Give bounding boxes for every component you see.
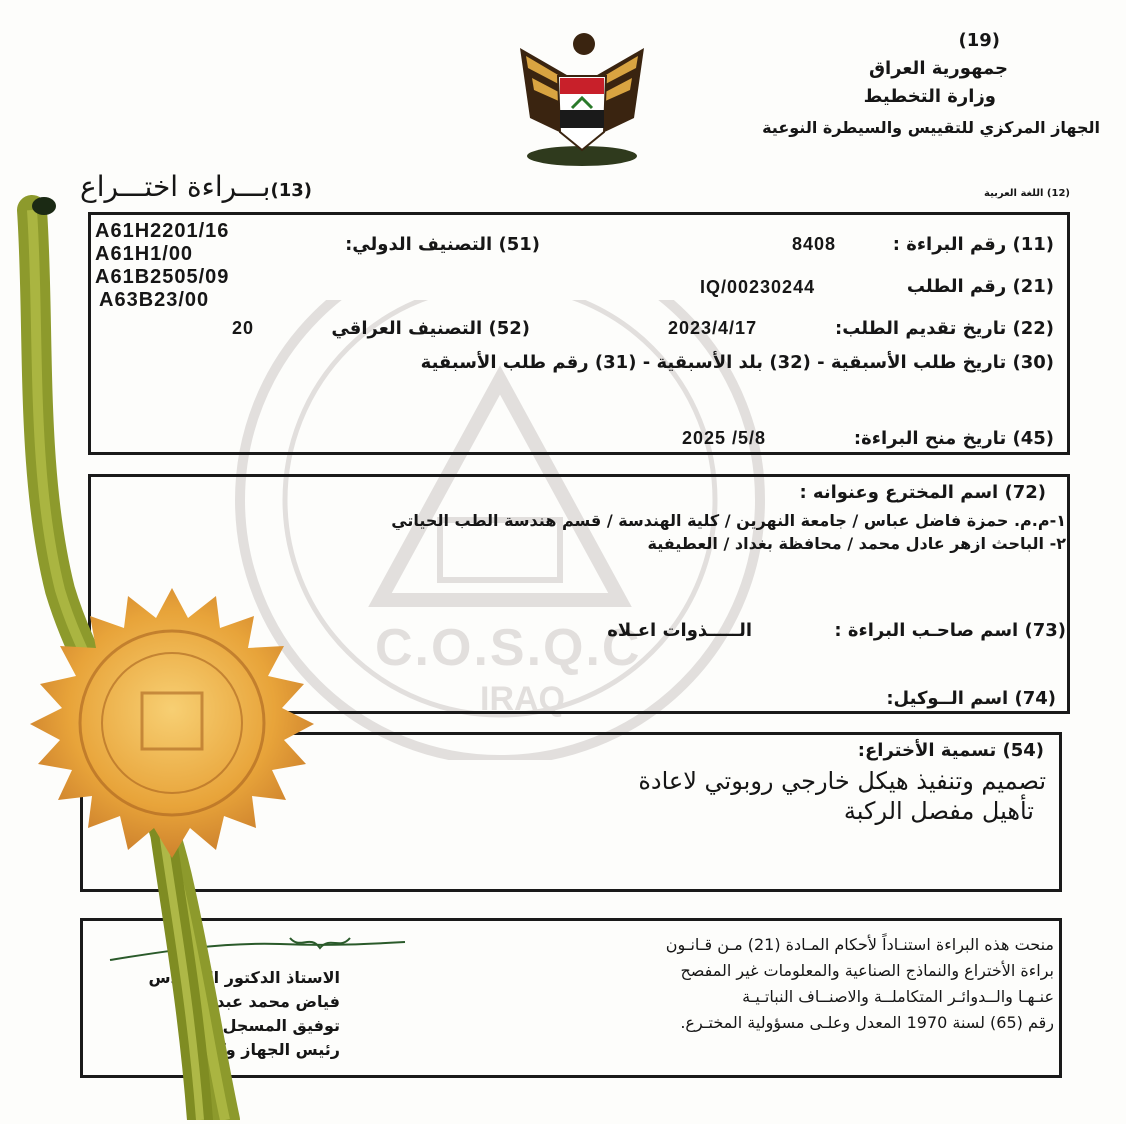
grant-date-value: 2025 /5/8	[682, 428, 767, 448]
filing-date-value: 2023/4/17	[668, 318, 758, 338]
grant-text	[666, 932, 1054, 1036]
filing-date-label: (22) تاريخ تقديم الطلب:	[835, 318, 1054, 339]
eagle-emblem-icon	[512, 28, 652, 168]
ipc-code: A63B23/00	[99, 289, 210, 311]
signature-office: رئيس الجهاز وكالة	[194, 1040, 340, 1059]
application-number-label: (21) رقم الطلب	[906, 276, 1054, 297]
patent-owner-value: الـــــذوات اعـلاه	[607, 620, 752, 641]
iraqi-classification-label: (52) التصنيف العراقي	[331, 318, 530, 339]
signature-title: الاستاذ الدكتور المهندس	[148, 968, 340, 987]
invention-title-label: (54) تسمية الأختراع:	[857, 740, 1044, 761]
grant-text-line: عنـهـا والــدوائـر المتكاملــة والاصنــاف النباتـيـة	[742, 987, 1054, 1006]
inventors-label: (72) اسم المخترع وعنوانه :	[799, 482, 1046, 503]
ipc-code: A61H1/00	[95, 243, 194, 265]
grant-text-line: براءة الأختراع والنماذج الصناعية والمعلومات غير المفصح	[680, 961, 1054, 980]
invention-title-line-1: تصميم وتنفيذ هيكل خارجي روبوتي لاعادة	[638, 767, 1046, 795]
document-title-text: بـــراءة اختـــراع	[80, 170, 271, 203]
patent-owner-label: (73) اسم صاحـب البراءة :	[834, 620, 1066, 641]
inventor-line-1: ١-م.م. حمزة فاضل عباس / جامعة النهرين / كلية الهندسة / قسم هندسة الطب الحياتي	[391, 511, 1066, 530]
language-label: (12) اللغة العربية	[984, 188, 1070, 199]
grant-text-line: منحت هذه البراءة استنـاداً لأحكام المـادة (21) مـن قـانـون	[665, 935, 1054, 954]
ipc-code: A61B2505/09	[95, 266, 230, 288]
patent-number-value: 8408	[792, 234, 837, 254]
watermark-subtext: IRAQ	[480, 680, 565, 718]
grant-text-line: رقم (65) لسنة 1970 المعدل وعلـى مسؤولية المختـرع.	[680, 1013, 1054, 1032]
application-number-value: IQ/00230244	[700, 277, 816, 297]
signature-name: فياض محمد عبد	[216, 992, 340, 1011]
international-classification-label: (51) التصنيف الدولي:	[345, 234, 540, 255]
ipc-code: A61H2201/16	[95, 220, 230, 242]
document-title-code: (13)	[270, 180, 312, 201]
grant-date-label: (45) تاريخ منح البراءة:	[853, 428, 1054, 449]
invention-title-line-2: تأهيل مفصل الركبة	[843, 797, 1034, 825]
gold-seal-icon	[0, 588, 352, 858]
priority-line: (30) تاريخ طلب الأسبقية - (32) بلد الأسبقية - (31) رقم طلب الأسبقية	[420, 352, 1054, 373]
agency-name: الجهاز المركزي للتقييس والسيطرة النوعية	[762, 118, 1100, 137]
watermark-text: C.O.S.Q.C	[375, 619, 642, 677]
agent-label: (74) اسم الــوكيل:	[886, 688, 1056, 709]
header-code: (19)	[958, 30, 1000, 51]
patent-number-label: (11) رقم البراءة :	[892, 234, 1054, 255]
country-name: جمهورية العراق	[868, 58, 1008, 79]
signature-role: توفيق المسجل	[222, 1016, 340, 1035]
ministry-name: وزارة التخطيط	[863, 86, 996, 107]
iraqi-classification-value: 20	[232, 318, 255, 338]
inventor-line-2: ٢- الباحث ازهر عادل محمد / محافظة بغداد / العطيفية	[647, 534, 1066, 553]
